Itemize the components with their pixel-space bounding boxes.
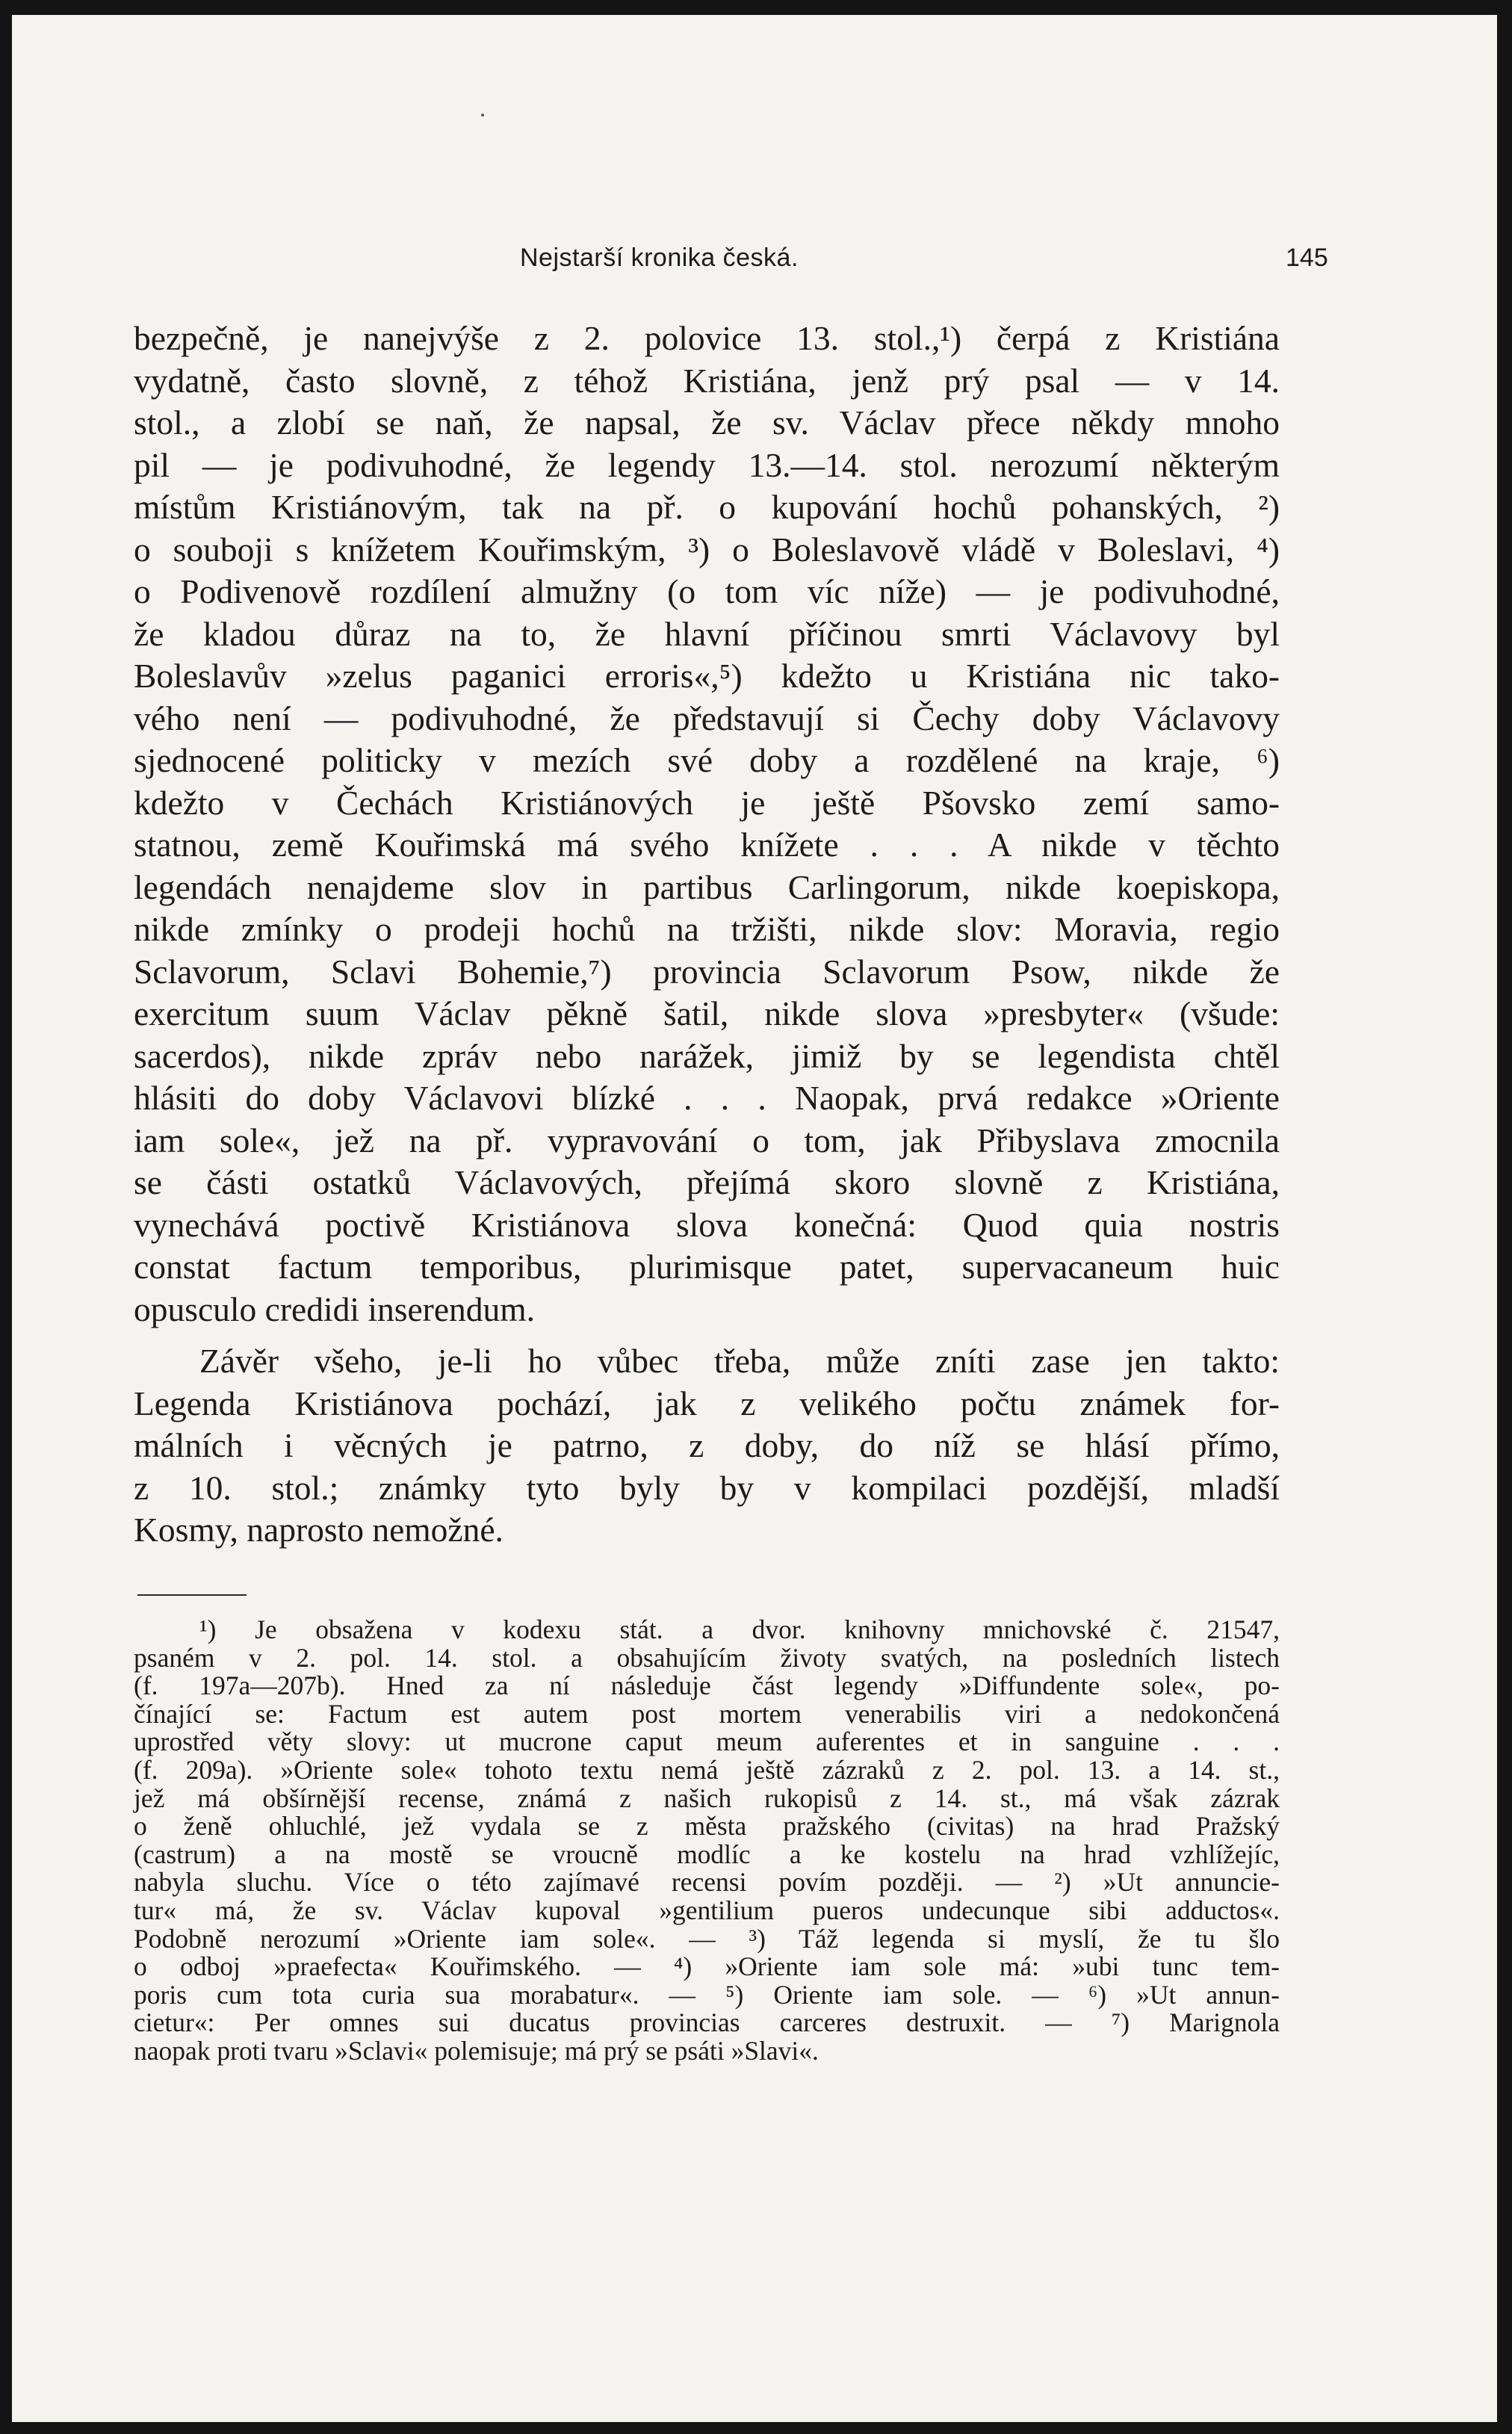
footnotes xyxy=(134,1616,1280,2066)
footnote-line: čínající se: Factum est autem post mortem venerabilis viri a nedokončená xyxy=(134,1698,1280,1729)
footnote-line: ¹) Je obsažena v kodexu stát. a dvor. knihovny mnichovské č. 21547, xyxy=(199,1614,1280,1644)
footnote-rule xyxy=(137,1594,247,1596)
text-line: Kosmy, naprosto nemožné. xyxy=(134,1511,504,1549)
print-speck xyxy=(481,114,484,117)
footnote-line: o ženě ohluchlé, jež vydala se z města pražského (civitas) na hrad Pražský xyxy=(134,1811,1280,1842)
main-text xyxy=(134,318,1280,1552)
text-line: nikde zmínky o prodeji hochů na tržišti, nikde slov: Moravia, regio xyxy=(134,910,1280,948)
text-line: kdežto v Čechách Kristiánových je ještě Pšovsko zemí samo- xyxy=(134,783,1280,822)
text-line: legendách nenajdeme slov in partibus Carlingorum, nikde koepiskopa, xyxy=(134,867,1280,906)
footnote-line: uprostřed věty slovy: ut mucrone caput meum auferentes et in sanguine . . . xyxy=(134,1727,1280,1757)
text-line: vého není — podivuhodné, že představují si Čechy doby Václavovy xyxy=(134,699,1280,737)
text-line: constat factum temporibus, plurimisque patet, supervacaneum huic xyxy=(134,1248,1280,1286)
text-line: o Podivenově rozdílení almužny (o tom víc níže) — je podivuhodné, xyxy=(134,572,1280,610)
text-line: bezpečně, je nanejvýše z 2. polovice 13. stol.,¹) čerpá z Kristiána xyxy=(134,319,1280,357)
footnote-line: (f. 209a). »Oriente sole« tohoto textu nemá ještě zázraků z 2. pol. 13. a 14. st., xyxy=(134,1754,1280,1785)
text-line: vynechává poctivě Kristiánova slova konečná: Quod quia nostris xyxy=(134,1205,1280,1244)
text-line: Legenda Kristiánova pochází, jak z velikého počtu známek for- xyxy=(134,1384,1280,1422)
text-line: iam sole«, jež na př. vypravování o tom, jak Přibyslava zmocnila xyxy=(134,1121,1280,1159)
text-line: opusculo credidi inserendum. xyxy=(134,1289,536,1328)
text-line: se části ostatků Václavových, přejímá skoro slovně z Kristiána, xyxy=(134,1163,1280,1201)
footnote-line: tur« má, že sv. Václav kupoval »gentilium pueros undecunque sibi adductos«. xyxy=(134,1895,1280,1925)
footnote-line: Podobně nerozumí »Oriente iam sole«. — ³) Táž legenda si myslí, že tu šlo xyxy=(134,1923,1280,1954)
text-line: sacerdos), nikde zpráv nebo narážek, jimiž by se legendista chtěl xyxy=(134,1036,1280,1075)
text-line: statnou, země Kouřimská má svého knížete . . . A nikde v těchto xyxy=(134,826,1280,864)
footnote-line: psaném v 2. pol. 14. stol. a obsahujícím životy svatých, na posledních listech xyxy=(134,1642,1280,1673)
page-number: 145 xyxy=(1286,244,1328,272)
text-line: stol., a zlobí se naň, že napsal, že sv. Václav přece někdy mnoho xyxy=(134,403,1280,442)
footnote-line: o odboj »praefecta« Kouřimského. — ⁴) »Oriente iam sole má: »ubi tunc tem- xyxy=(134,1951,1280,1982)
text-line: málních i věcných je patrno, z doby, do níž se hlásí přímo, xyxy=(134,1426,1280,1464)
text-line: Závěr všeho, je-li ho vůbec třeba, může zníti zase jen takto: xyxy=(199,1342,1280,1380)
page-header xyxy=(12,244,1497,281)
text-line: pil — je podivuhodné, že legendy 13.—14. stol. nerozumí některým xyxy=(134,445,1280,484)
footnote-line: naopak proti tvaru »Sclavi« polemisuje; má prý se psáti »Slavi«. xyxy=(134,2035,819,2066)
text-line: Boleslavův »zelus paganici erroris«,⁵) kdežto u Kristiána nic tako- xyxy=(134,657,1280,695)
text-line: Sclavorum, Sclavi Bohemie,⁷) provincia Sclavorum Psow, nikde že xyxy=(134,952,1280,991)
book-page xyxy=(12,15,1497,2422)
footnote-line: cietur«: Per omnes sui ducatus provincias carceres destruxit. — ⁷) Marignola xyxy=(134,2007,1280,2038)
footnote-line: (castrum) a na mostě se vroucně modlíc a ke kostelu na hrad vzhlížejíc, xyxy=(134,1839,1280,1869)
text-line: exercitum suum Václav pěkně šatil, nikde slova »presbyter« (všude: xyxy=(134,994,1280,1032)
footnote-line: jež má obšírnější recense, známá z našich rukopisů z 14. st., má však zázrak xyxy=(134,1783,1280,1813)
text-line: o souboji s knížetem Kouřimským, ³) o Boleslavově vládě v Boleslavi, ⁴) xyxy=(134,530,1280,569)
footnote-line: nabyla sluchu. Více o této zajímavé recensi povím později. — ²) »Ut annuncie- xyxy=(134,1867,1280,1898)
text-line: vydatně, často slovně, z téhož Kristiána, jenž prý psal — v 14. xyxy=(134,361,1280,400)
running-title: Nejstarší kronika česká. xyxy=(520,244,799,272)
footnote-line: (f. 197a—207b). Hned za ní následuje část legendy »Diffundente sole«, po- xyxy=(134,1670,1280,1701)
text-line: místům Kristiánovým, tak na př. o kupování hochů pohanských, ²) xyxy=(134,488,1280,526)
text-line: hlásiti do doby Václavovi blízké . . . Naopak, prvá redakce »Oriente xyxy=(134,1079,1280,1117)
text-line: sjednocené politicky v mezích své doby a rozdělené na kraje, ⁶) xyxy=(134,741,1280,779)
text-line: z 10. stol.; známky tyto byly by v kompilaci pozdější, mladší xyxy=(134,1468,1280,1507)
footnote-line: poris cum tota curia sua morabatur«. — ⁵) Oriente iam sole. — ⁶) »Ut annun- xyxy=(134,1979,1280,2010)
text-line: že kladou důraz na to, že hlavní příčinou smrti Václavovy byl xyxy=(134,614,1280,653)
